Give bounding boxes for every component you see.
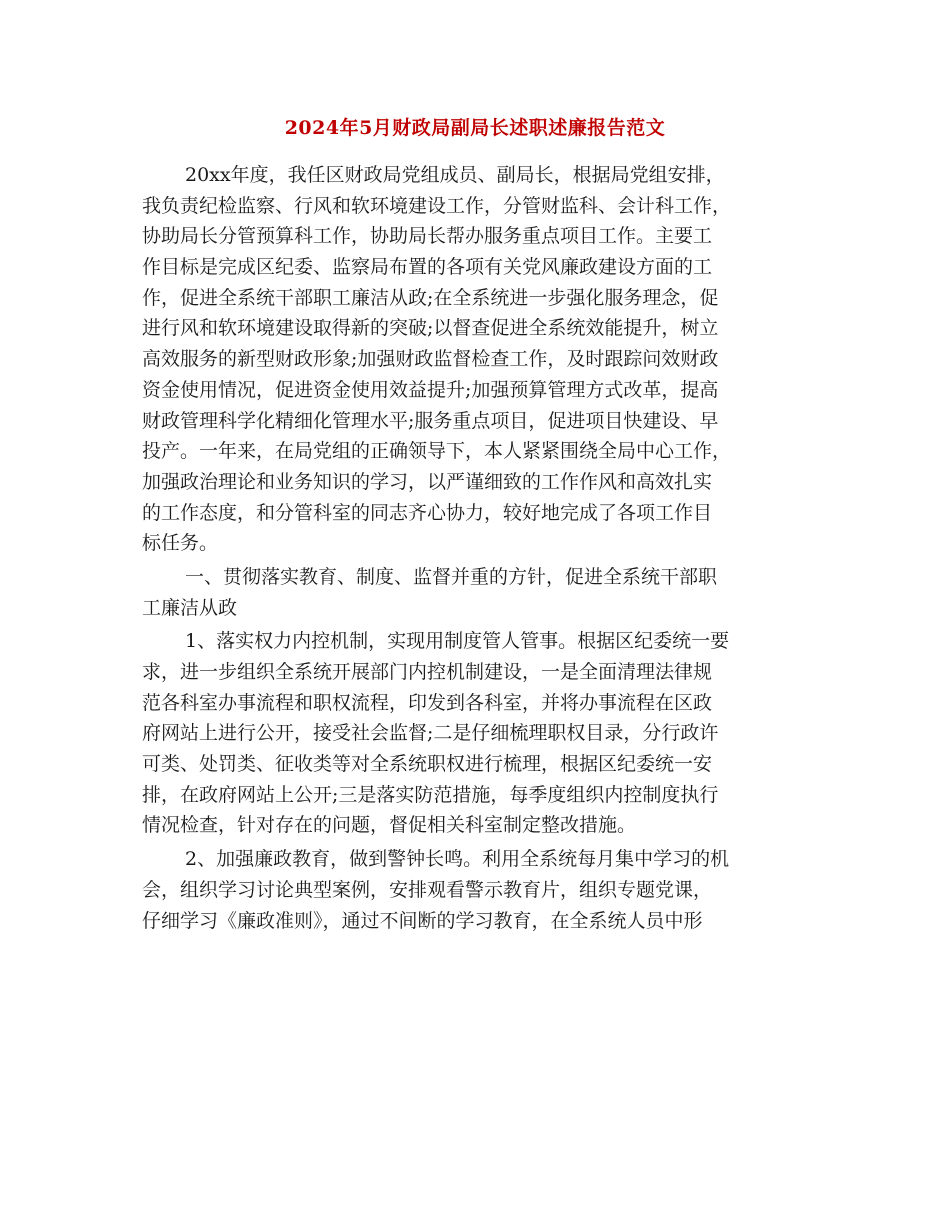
- text-line: 的工作态度，和分管科室的同志齐心协力，较好地完成了各项工作目: [142, 501, 713, 524]
- paragraph: [142, 844, 810, 936]
- text-line: 会，组织学习讨论典型案例，安排观看警示教育片，组织专题党课，: [142, 878, 713, 901]
- text-line: 2、加强廉政教育，做到警钟长鸣。利用全系统每月集中学习的机: [185, 848, 730, 871]
- text-line: 范各科室办事流程和职权流程，印发到各科室，并将办事流程在区政: [142, 691, 713, 714]
- paragraph: [142, 160, 810, 559]
- text-line: 府网站上进行公开，接受社会监督;二是仔细梳理职权目录，分行政许: [142, 722, 719, 745]
- text-line: 进行风和软环境建设取得新的突破;以督查促进全系统效能提升，树立: [142, 317, 719, 340]
- text-line: 求，进一步组织全系统开展部门内控机制建设，一是全面清理法律规: [142, 661, 713, 683]
- text-line: 一、贯彻落实教育、制度、监督并重的方针，促进全系统干部职: [185, 565, 718, 588]
- text-line: 工廉洁从政: [142, 596, 238, 619]
- document-body: [142, 160, 810, 936]
- text-line: 20xx年度，我任区财政局党组成员、副局长，根据局党组安排，: [185, 164, 725, 186]
- text-line: 协助局长分管预算科工作，协助局长帮办服务重点项目工作。主要工: [142, 225, 713, 248]
- text-line: 1、落实权力内控机制，实现用制度管人管事。根据区纪委统一要: [185, 630, 730, 653]
- text-line: 作，促进全系统干部职工廉洁从政;在全系统进一步强化服务理念，促: [142, 286, 719, 309]
- text-line: 财政管理科学化精细化管理水平;服务重点项目，促进项目快建设、早: [142, 409, 719, 432]
- text-line: 我负责纪检监察、行风和软环境建设工作，分管财监科、会计科工作，: [142, 194, 732, 217]
- text-line: 标任务。: [142, 532, 219, 555]
- document-title: 2024年5月财政局副局长述职述廉报告范文: [284, 117, 666, 139]
- text-line: 情况检查，针对存在的问题，督促相关科室制定整改措施。: [142, 814, 637, 837]
- text-line: 可类、处罚类、征收类等对全系统职权进行梳理，根据区纪委统一安: [142, 753, 713, 776]
- section-heading: [142, 562, 810, 623]
- text-line: 排，在政府网站上公开;三是落实防范措施，每季度组织内控制度执行: [142, 783, 719, 806]
- paragraph: [142, 626, 810, 841]
- text-line: 投产。一年来，在局党组的正确领导下，本人紧紧围绕全局中心工作，: [142, 440, 732, 463]
- text-line: 加强政治理论和业务知识的学习，以严谨细致的工作作风和高效扎实: [142, 470, 713, 493]
- text-line: 作目标是完成区纪委、监察局布置的各项有关党风廉政建设方面的工: [142, 256, 713, 279]
- text-line: 高效服务的新型财政形象;加强财政监督检查工作，及时跟踪问效财政: [142, 348, 719, 371]
- text-line: 资金使用情况，促进资金使用效益提升;加强预算管理方式改革，提高: [142, 378, 719, 401]
- text-line: 仔细学习《廉政准则》，通过不间断的学习教育，在全系统人员中形: [142, 909, 703, 932]
